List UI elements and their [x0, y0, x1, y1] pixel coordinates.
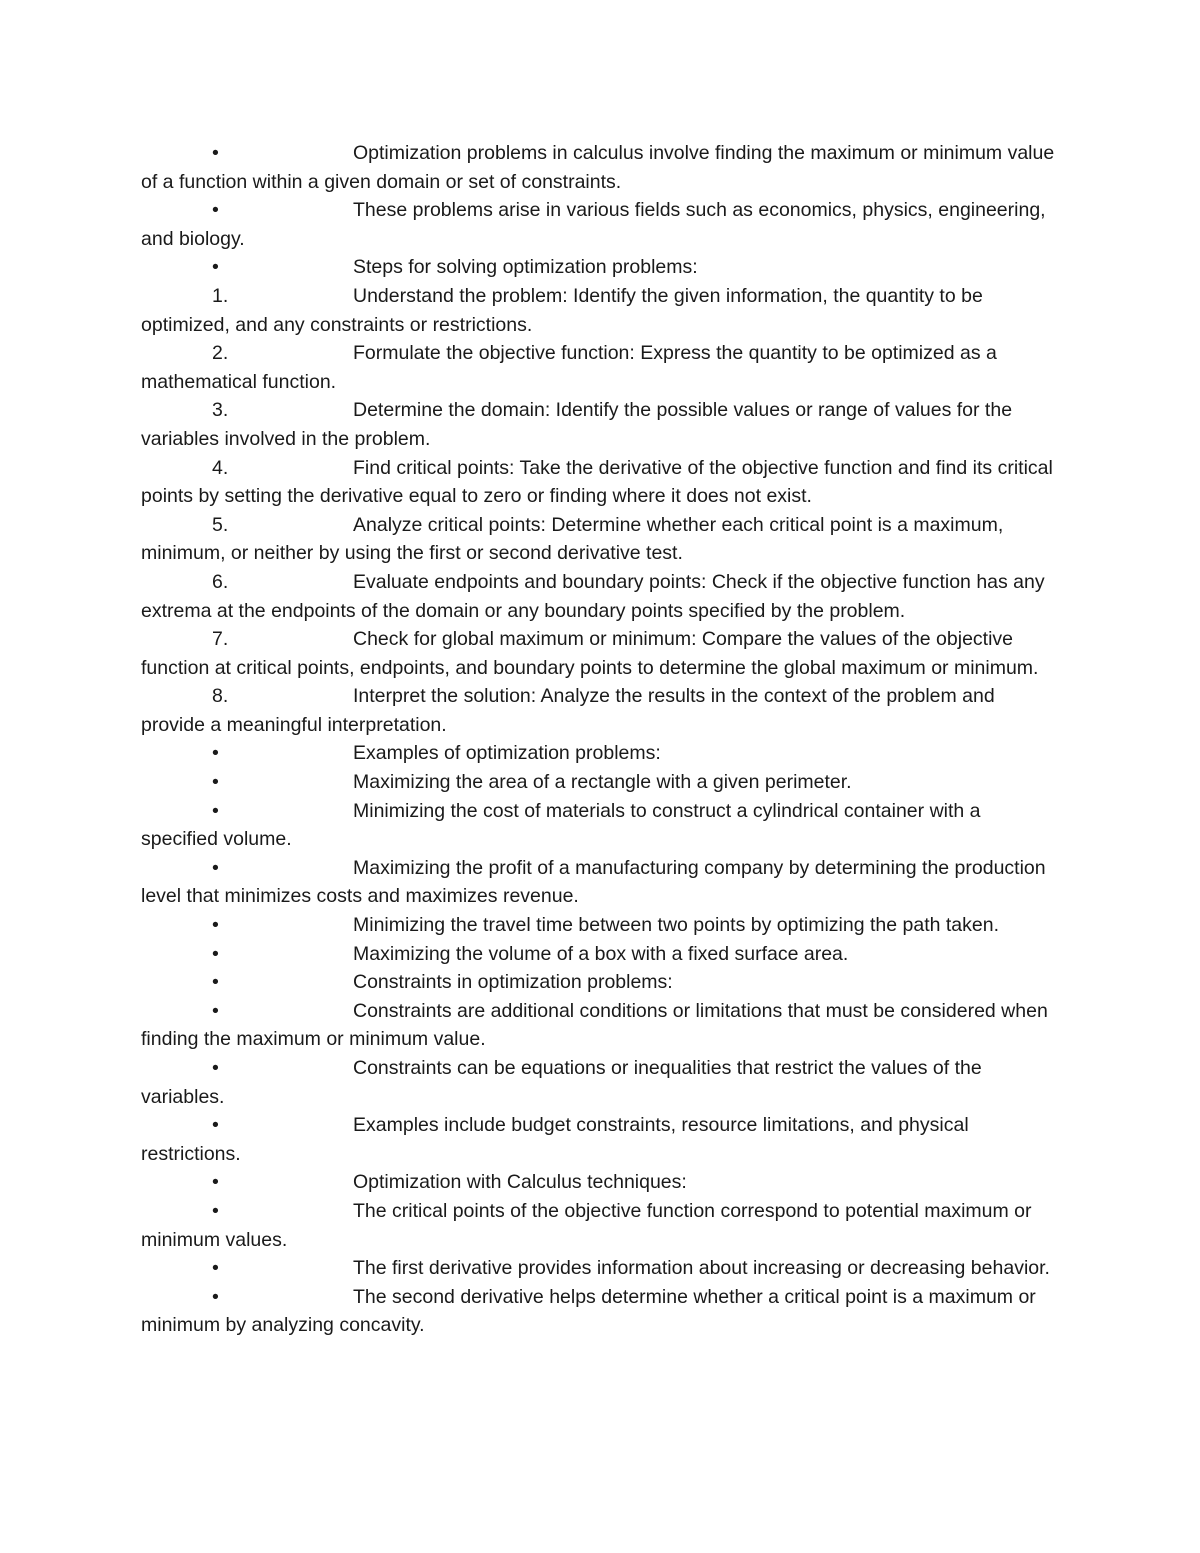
number-marker: 1. [212, 284, 229, 307]
list-item [141, 739, 1061, 768]
list-item [141, 139, 1061, 196]
list-item [141, 625, 1061, 682]
number-marker: 8. [212, 685, 229, 708]
list-item [141, 1197, 1061, 1254]
bullet-marker: • [212, 142, 219, 164]
item-text: Maximizing the area of a rectangle with a given perimeter. [353, 771, 852, 794]
item-text: The critical points of the objective function correspond to potential maximum or minimum values. [141, 1199, 1032, 1251]
bullet-marker: • [212, 942, 219, 965]
list-item [141, 282, 1061, 339]
number-marker: 3. [212, 399, 229, 422]
bullet-marker: • [212, 1257, 219, 1280]
item-text: Examples of optimization problems: [353, 742, 661, 765]
item-text: Minimizing the travel time between two points by optimizing the path taken. [353, 914, 999, 937]
item-text: Check for global maximum or minimum: Compare the values of the objective function at critical points, endpoints, and boundary points to determine the global maximum or minimum. [141, 628, 1039, 679]
list-item [141, 1054, 1061, 1111]
bullet-marker: • [212, 914, 219, 937]
item-text: Optimization with Calculus techniques: [353, 1171, 687, 1194]
item-text: Constraints are additional conditions or limitations that must be considered when finding the maximum or minimum value. [141, 999, 1048, 1051]
bullet-marker: • [212, 856, 219, 879]
item-text: Minimizing the cost of materials to construct a cylindrical container with a specified volume. [141, 799, 981, 851]
number-marker: 5. [212, 513, 229, 536]
item-text: Optimization problems in calculus involve finding the maximum or minimum value of a function within a given domain or set of constraints. [141, 142, 1055, 193]
bullet-marker: • [212, 799, 219, 822]
list-item [141, 1111, 1061, 1168]
list-item [141, 396, 1061, 453]
list-item [141, 940, 1061, 969]
number-marker: 2. [212, 342, 229, 365]
item-text: Examples include budget constraints, resource limitations, and physical restrictions. [141, 1114, 969, 1165]
bullet-marker: • [212, 256, 219, 279]
bullet-marker: • [212, 742, 219, 765]
item-text: Analyze critical points: Determine whether each critical point is a maximum, minimum, or neither by using the first or second derivative test. [141, 513, 1004, 565]
item-text: Constraints can be equations or inequalities that restrict the values of the variables. [141, 1057, 982, 1108]
bullet-marker: • [212, 971, 219, 994]
list-item [141, 339, 1061, 396]
list-item [141, 854, 1061, 911]
bullet-marker: • [212, 1199, 219, 1222]
item-text: Evaluate endpoints and boundary points: Check if the objective function has any extrema at the endpoints of the domain or any boundary points specified by the problem. [141, 570, 1045, 622]
item-text: Understand the problem: Identify the given information, the quantity to be optimized, and any constraints or restrictions. [141, 284, 983, 336]
bullet-marker: • [212, 1285, 219, 1308]
document-page [141, 139, 1061, 1340]
item-text: Maximizing the profit of a manufacturing company by determining the production level that minimizes costs and maximizes revenue. [141, 856, 1046, 908]
list-item [141, 1283, 1061, 1340]
number-marker: 6. [212, 570, 229, 593]
number-marker: 4. [212, 456, 229, 479]
number-marker: 7. [212, 628, 229, 651]
list-item [141, 253, 1061, 282]
item-text: The second derivative helps determine whether a critical point is a maximum or minimum by analyzing concavity. [141, 1285, 1036, 1337]
item-text: These problems arise in various fields such as economics, physics, engineering, and biology. [141, 199, 1046, 250]
list-item [141, 568, 1061, 625]
list-item [141, 1254, 1061, 1283]
list-item [141, 682, 1061, 739]
bullet-marker: • [212, 1171, 219, 1194]
item-text: Formulate the objective function: Express the quantity to be optimized as a mathematical function. [141, 342, 997, 393]
bullet-marker: • [212, 1114, 219, 1137]
list-item [141, 768, 1061, 797]
item-text: The first derivative provides information about increasing or decreasing behavior. [353, 1257, 1050, 1280]
list-item [141, 797, 1061, 854]
list-item [141, 454, 1061, 511]
item-text: Find critical points: Take the derivative of the objective function and find its critical points by setting the derivative equal to zero or finding where it does not exist. [141, 456, 1053, 508]
bullet-marker: • [212, 999, 219, 1022]
item-text: Interpret the solution: Analyze the results in the context of the problem and provide a meaningful interpretation. [141, 685, 995, 736]
list-item [141, 196, 1061, 253]
list-item [141, 511, 1061, 568]
bullet-marker: • [212, 199, 219, 222]
list-item [141, 997, 1061, 1054]
bullet-marker: • [212, 771, 219, 794]
item-text: Constraints in optimization problems: [353, 971, 673, 994]
bullet-marker: • [212, 1057, 219, 1079]
list-item [141, 1168, 1061, 1197]
item-text: Maximizing the volume of a box with a fixed surface area. [353, 942, 849, 965]
list-item [141, 911, 1061, 940]
item-text: Steps for solving optimization problems: [353, 256, 698, 279]
list-item [141, 968, 1061, 997]
item-text: Determine the domain: Identify the possible values or range of values for the variables involved in the problem. [141, 399, 1013, 450]
